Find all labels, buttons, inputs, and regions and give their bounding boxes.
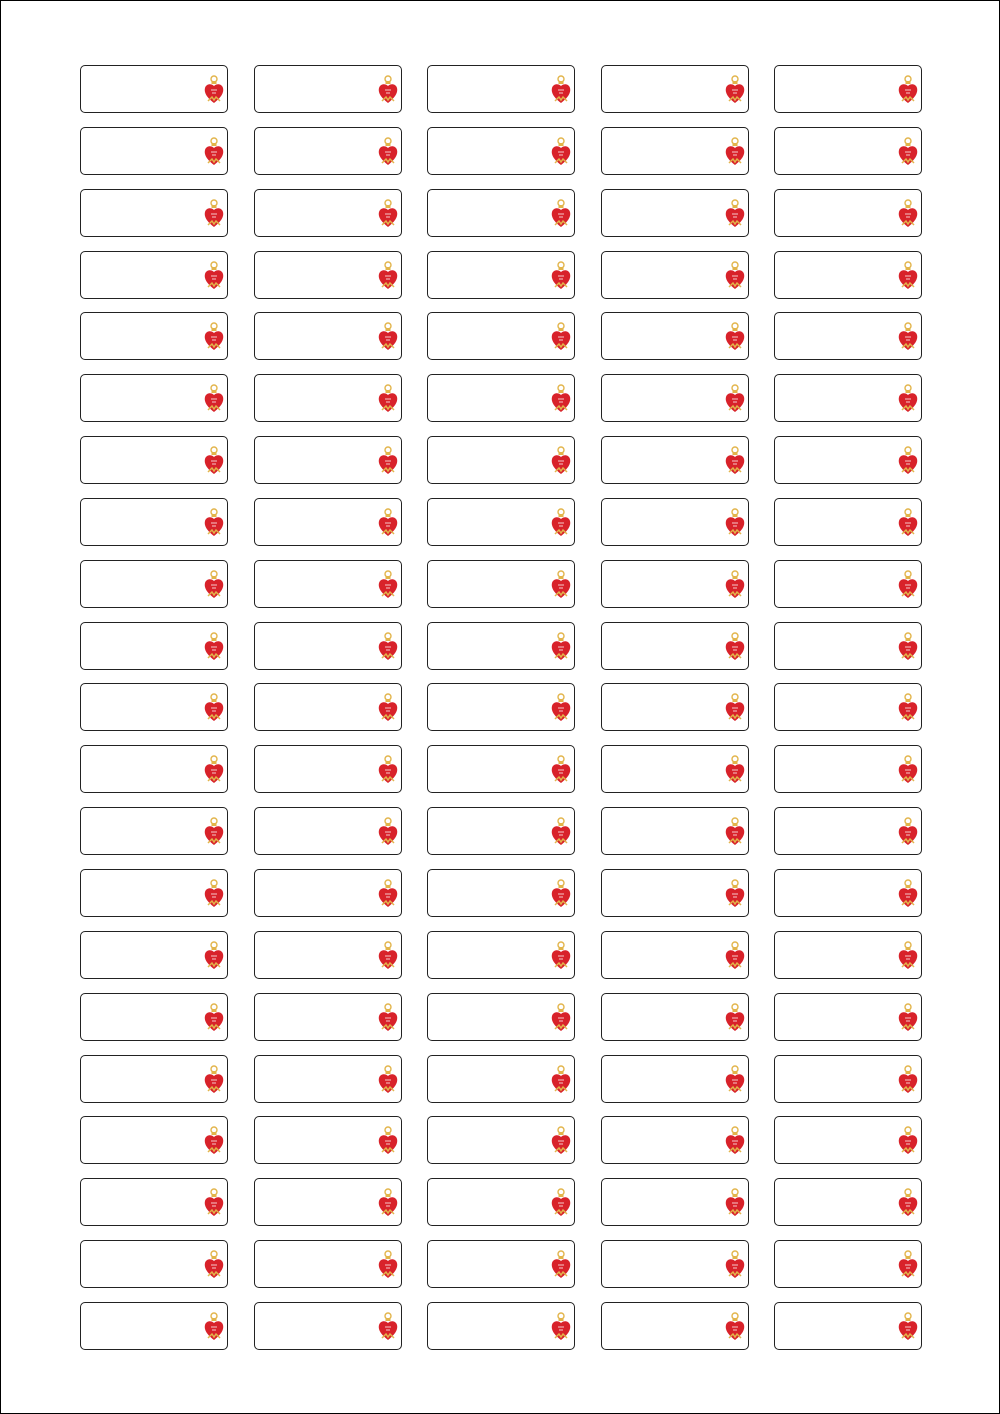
label-cell xyxy=(601,1055,749,1103)
label-cell xyxy=(80,312,228,360)
label-cell xyxy=(427,436,575,484)
label-cell xyxy=(601,1302,749,1350)
heart-ornament-icon xyxy=(897,1311,919,1343)
heart-ornament-icon xyxy=(724,569,746,601)
heart-ornament-icon xyxy=(724,878,746,910)
label-cell xyxy=(427,683,575,731)
heart-ornament-icon xyxy=(897,940,919,972)
label-cell xyxy=(601,622,749,670)
label-cell xyxy=(254,560,402,608)
heart-ornament-icon xyxy=(377,631,399,663)
label-cell xyxy=(254,745,402,793)
heart-ornament-icon xyxy=(550,136,572,168)
label-cell xyxy=(774,1302,922,1350)
label-cell xyxy=(601,1178,749,1226)
label-cell xyxy=(80,683,228,731)
label-cell xyxy=(427,1302,575,1350)
heart-ornament-icon xyxy=(550,507,572,539)
heart-ornament-icon xyxy=(550,754,572,786)
heart-ornament-icon xyxy=(897,692,919,724)
heart-ornament-icon xyxy=(897,198,919,230)
heart-ornament-icon xyxy=(377,383,399,415)
heart-ornament-icon xyxy=(550,940,572,972)
heart-ornament-icon xyxy=(724,1249,746,1281)
heart-ornament-icon xyxy=(550,692,572,724)
heart-ornament-icon xyxy=(724,507,746,539)
heart-ornament-icon xyxy=(897,631,919,663)
heart-ornament-icon xyxy=(377,74,399,106)
label-cell xyxy=(254,931,402,979)
label-cell xyxy=(80,993,228,1041)
heart-ornament-icon xyxy=(377,1249,399,1281)
heart-ornament-icon xyxy=(724,816,746,848)
label-cell xyxy=(774,931,922,979)
heart-ornament-icon xyxy=(377,1125,399,1157)
heart-ornament-icon xyxy=(203,692,225,724)
label-cell xyxy=(427,189,575,237)
heart-ornament-icon xyxy=(724,1002,746,1034)
label-cell xyxy=(774,560,922,608)
heart-ornament-icon xyxy=(377,136,399,168)
label-cell xyxy=(427,1240,575,1288)
heart-ornament-icon xyxy=(897,569,919,601)
heart-ornament-icon xyxy=(377,754,399,786)
label-cell xyxy=(601,1240,749,1288)
heart-ornament-icon xyxy=(550,1002,572,1034)
heart-ornament-icon xyxy=(724,383,746,415)
label-cell xyxy=(427,251,575,299)
label-cell xyxy=(254,1116,402,1164)
heart-ornament-icon xyxy=(203,754,225,786)
label-cell xyxy=(80,1240,228,1288)
label-cell xyxy=(601,127,749,175)
heart-ornament-icon xyxy=(897,136,919,168)
label-cell xyxy=(80,1302,228,1350)
label-grid xyxy=(80,65,922,1350)
label-cell xyxy=(774,127,922,175)
label-cell xyxy=(601,683,749,731)
label-cell xyxy=(254,1178,402,1226)
heart-ornament-icon xyxy=(897,1002,919,1034)
heart-ornament-icon xyxy=(203,816,225,848)
label-cell xyxy=(254,189,402,237)
heart-ornament-icon xyxy=(377,507,399,539)
label-cell xyxy=(427,312,575,360)
heart-ornament-icon xyxy=(724,136,746,168)
label-cell xyxy=(774,1116,922,1164)
label-cell xyxy=(254,993,402,1041)
label-cell xyxy=(774,869,922,917)
label-cell xyxy=(601,436,749,484)
label-cell xyxy=(601,498,749,546)
label-cell xyxy=(80,931,228,979)
label-cell xyxy=(254,807,402,855)
heart-ornament-icon xyxy=(550,1311,572,1343)
label-cell xyxy=(80,127,228,175)
label-cell xyxy=(254,374,402,422)
label-cell xyxy=(774,993,922,1041)
heart-ornament-icon xyxy=(550,198,572,230)
label-cell xyxy=(601,374,749,422)
label-cell xyxy=(80,65,228,113)
label-cell xyxy=(427,498,575,546)
label-cell xyxy=(427,1116,575,1164)
heart-ornament-icon xyxy=(203,136,225,168)
heart-ornament-icon xyxy=(377,1311,399,1343)
heart-ornament-icon xyxy=(897,754,919,786)
label-cell xyxy=(80,1055,228,1103)
label-cell xyxy=(601,251,749,299)
label-cell xyxy=(427,745,575,793)
heart-ornament-icon xyxy=(897,1187,919,1219)
heart-ornament-icon xyxy=(377,692,399,724)
heart-ornament-icon xyxy=(550,260,572,292)
label-cell xyxy=(601,807,749,855)
heart-ornament-icon xyxy=(550,445,572,477)
label-cell xyxy=(80,807,228,855)
heart-ornament-icon xyxy=(377,1002,399,1034)
heart-ornament-icon xyxy=(203,1125,225,1157)
label-cell xyxy=(774,251,922,299)
label-cell xyxy=(774,498,922,546)
heart-ornament-icon xyxy=(203,1187,225,1219)
label-cell xyxy=(254,683,402,731)
heart-ornament-icon xyxy=(897,260,919,292)
label-cell xyxy=(774,807,922,855)
heart-ornament-icon xyxy=(897,816,919,848)
label-cell xyxy=(80,745,228,793)
label-cell xyxy=(427,1178,575,1226)
label-cell xyxy=(427,374,575,422)
label-cell xyxy=(427,807,575,855)
label-cell xyxy=(601,869,749,917)
label-cell xyxy=(80,498,228,546)
heart-ornament-icon xyxy=(377,816,399,848)
heart-ornament-icon xyxy=(724,321,746,353)
label-cell xyxy=(601,745,749,793)
label-cell xyxy=(774,65,922,113)
heart-ornament-icon xyxy=(203,1249,225,1281)
label-cell xyxy=(427,560,575,608)
heart-ornament-icon xyxy=(897,321,919,353)
heart-ornament-icon xyxy=(724,1125,746,1157)
label-cell xyxy=(254,1302,402,1350)
heart-ornament-icon xyxy=(550,383,572,415)
heart-ornament-icon xyxy=(203,507,225,539)
label-cell xyxy=(601,993,749,1041)
label-cell xyxy=(601,1116,749,1164)
heart-ornament-icon xyxy=(377,1064,399,1096)
label-cell xyxy=(774,745,922,793)
heart-ornament-icon xyxy=(897,383,919,415)
heart-ornament-icon xyxy=(724,1311,746,1343)
heart-ornament-icon xyxy=(377,321,399,353)
label-cell xyxy=(254,312,402,360)
heart-ornament-icon xyxy=(550,816,572,848)
label-cell xyxy=(774,1055,922,1103)
heart-ornament-icon xyxy=(897,878,919,910)
heart-ornament-icon xyxy=(724,754,746,786)
heart-ornament-icon xyxy=(724,631,746,663)
label-cell xyxy=(774,1178,922,1226)
heart-ornament-icon xyxy=(724,1064,746,1096)
label-cell xyxy=(80,1116,228,1164)
heart-ornament-icon xyxy=(203,878,225,910)
heart-ornament-icon xyxy=(377,940,399,972)
heart-ornament-icon xyxy=(897,1249,919,1281)
heart-ornament-icon xyxy=(203,1311,225,1343)
label-cell xyxy=(601,65,749,113)
heart-ornament-icon xyxy=(377,878,399,910)
heart-ornament-icon xyxy=(897,445,919,477)
label-cell xyxy=(254,65,402,113)
label-cell xyxy=(774,189,922,237)
label-cell xyxy=(774,683,922,731)
heart-ornament-icon xyxy=(897,74,919,106)
heart-ornament-icon xyxy=(550,74,572,106)
label-cell xyxy=(427,931,575,979)
heart-ornament-icon xyxy=(550,1187,572,1219)
label-cell xyxy=(427,993,575,1041)
label-cell xyxy=(774,1240,922,1288)
heart-ornament-icon xyxy=(377,260,399,292)
heart-ornament-icon xyxy=(203,631,225,663)
label-cell xyxy=(254,436,402,484)
label-cell xyxy=(774,312,922,360)
heart-ornament-icon xyxy=(377,1187,399,1219)
label-cell xyxy=(80,374,228,422)
label-cell xyxy=(80,436,228,484)
label-cell xyxy=(254,1055,402,1103)
heart-ornament-icon xyxy=(724,940,746,972)
heart-ornament-icon xyxy=(724,692,746,724)
label-cell xyxy=(254,869,402,917)
heart-ornament-icon xyxy=(724,198,746,230)
label-cell xyxy=(80,1178,228,1226)
heart-ornament-icon xyxy=(724,1187,746,1219)
heart-ornament-icon xyxy=(203,569,225,601)
label-cell xyxy=(254,127,402,175)
heart-ornament-icon xyxy=(897,1125,919,1157)
label-cell xyxy=(254,1240,402,1288)
heart-ornament-icon xyxy=(203,260,225,292)
heart-ornament-icon xyxy=(203,1002,225,1034)
heart-ornament-icon xyxy=(550,878,572,910)
label-cell xyxy=(601,560,749,608)
heart-ornament-icon xyxy=(897,507,919,539)
label-cell xyxy=(254,622,402,670)
label-cell xyxy=(80,622,228,670)
heart-ornament-icon xyxy=(203,383,225,415)
heart-ornament-icon xyxy=(203,940,225,972)
heart-ornament-icon xyxy=(203,74,225,106)
label-cell xyxy=(254,251,402,299)
label-cell xyxy=(774,374,922,422)
heart-ornament-icon xyxy=(203,198,225,230)
label-cell xyxy=(80,189,228,237)
label-cell xyxy=(254,498,402,546)
label-cell xyxy=(427,65,575,113)
heart-ornament-icon xyxy=(203,445,225,477)
heart-ornament-icon xyxy=(377,445,399,477)
label-cell xyxy=(774,622,922,670)
heart-ornament-icon xyxy=(550,569,572,601)
label-cell xyxy=(80,869,228,917)
heart-ornament-icon xyxy=(897,1064,919,1096)
label-cell xyxy=(427,1055,575,1103)
heart-ornament-icon xyxy=(377,569,399,601)
heart-ornament-icon xyxy=(724,74,746,106)
label-cell xyxy=(601,312,749,360)
heart-ornament-icon xyxy=(550,1125,572,1157)
heart-ornament-icon xyxy=(550,631,572,663)
label-cell xyxy=(80,560,228,608)
label-cell xyxy=(427,869,575,917)
heart-ornament-icon xyxy=(724,445,746,477)
heart-ornament-icon xyxy=(203,1064,225,1096)
heart-ornament-icon xyxy=(724,260,746,292)
label-cell xyxy=(774,436,922,484)
label-cell xyxy=(80,251,228,299)
label-cell xyxy=(427,127,575,175)
label-cell xyxy=(601,931,749,979)
label-cell xyxy=(601,189,749,237)
heart-ornament-icon xyxy=(377,198,399,230)
label-cell xyxy=(427,622,575,670)
heart-ornament-icon xyxy=(550,1249,572,1281)
heart-ornament-icon xyxy=(550,1064,572,1096)
heart-ornament-icon xyxy=(550,321,572,353)
heart-ornament-icon xyxy=(203,321,225,353)
